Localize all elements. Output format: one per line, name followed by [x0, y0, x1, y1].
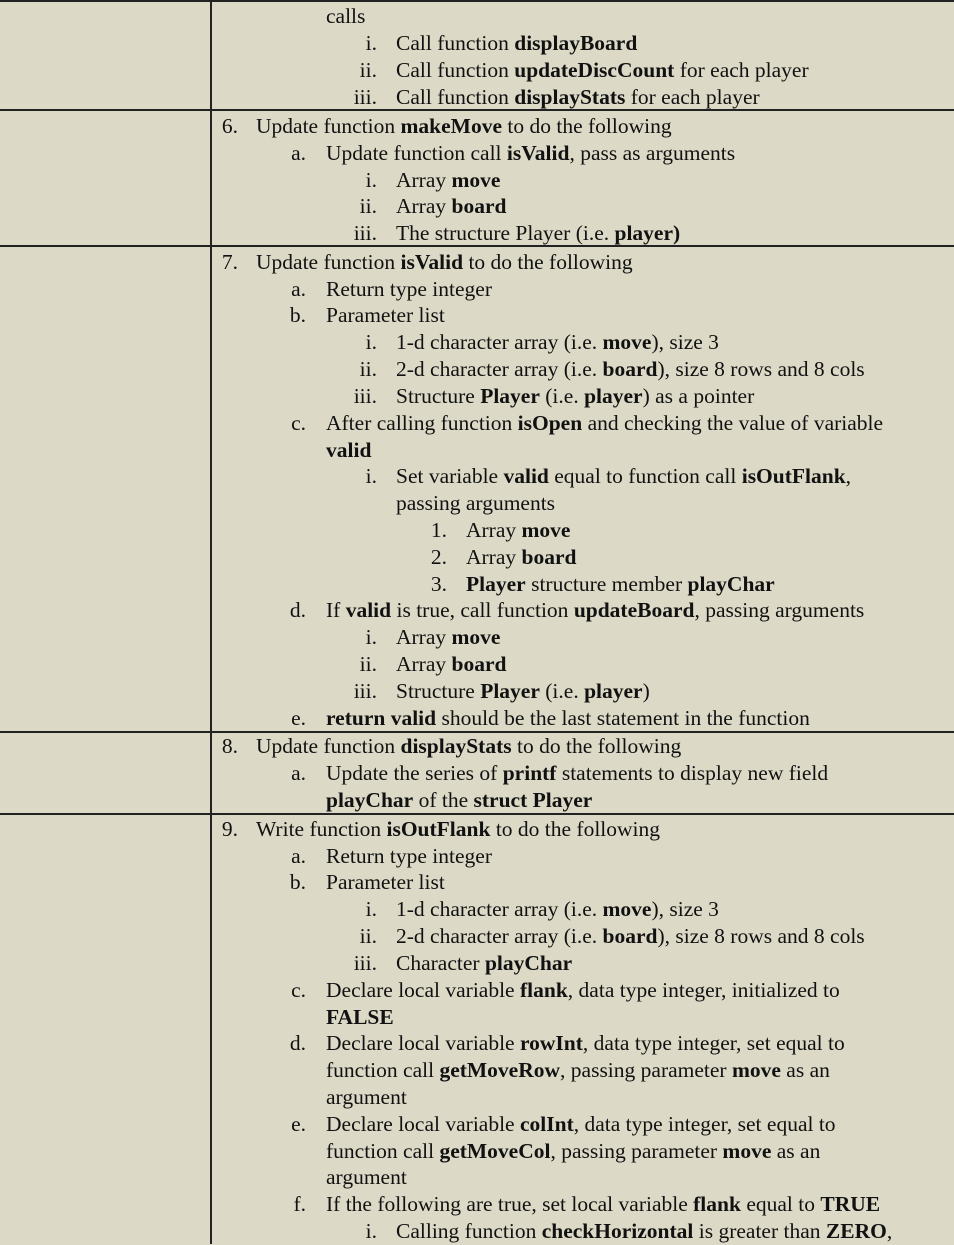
list-marker: b. — [289, 870, 306, 894]
list-marker: f. — [293, 1192, 306, 1216]
instruction-line — [0, 140, 954, 167]
text-run: ), size 8 rows and 8 cols — [657, 357, 865, 381]
list-marker: i. — [365, 1219, 377, 1243]
list-marker: iii. — [353, 679, 377, 703]
text-run: Character — [396, 951, 485, 975]
instruction-line — [0, 517, 954, 544]
list-marker: i. — [365, 330, 377, 354]
code-term: getMoveCol — [439, 1139, 551, 1163]
list-marker: ii. — [359, 357, 377, 381]
text-run: as an — [780, 1058, 830, 1082]
text-run: Structure — [396, 384, 481, 408]
line-text — [256, 816, 660, 843]
text-run: Call function — [396, 85, 515, 109]
code-term: rowInt — [519, 1031, 583, 1055]
text-run: to do the following — [502, 114, 672, 138]
line-text — [256, 113, 672, 140]
line-text — [396, 383, 754, 410]
line-text — [466, 571, 775, 598]
instruction-line — [0, 84, 954, 111]
text-run: Set variable — [396, 464, 504, 488]
line-text — [396, 84, 760, 111]
instruction-line — [0, 1191, 954, 1218]
code-term: valid — [503, 464, 549, 488]
code-term: Player — [466, 572, 526, 596]
line-text — [396, 329, 719, 356]
text-run: Declare local variable — [326, 1031, 520, 1055]
row-separator — [0, 813, 954, 815]
line-text — [326, 1084, 407, 1111]
list-marker: i. — [365, 464, 377, 488]
code-term: board — [602, 357, 658, 381]
line-text — [326, 1030, 845, 1057]
text-run: , data type integer, initialized to — [567, 978, 840, 1002]
code-term: board — [451, 194, 507, 218]
instruction-line — [0, 624, 954, 651]
code-term: player) — [614, 221, 681, 245]
list-marker: c. — [291, 978, 306, 1002]
instruction-line — [0, 220, 954, 247]
text-run: 1-d character array (i.e. — [396, 897, 603, 921]
instruction-line — [0, 760, 954, 787]
text-run: statements to display new field — [556, 761, 829, 785]
instruction-line — [0, 249, 954, 276]
instruction-line — [0, 923, 954, 950]
text-run: , data type integer, set equal to — [573, 1112, 836, 1136]
code-term: flank — [519, 978, 568, 1002]
text-run: Array — [396, 168, 452, 192]
instruction-line — [0, 463, 954, 490]
list-marker: d. — [289, 598, 306, 622]
instruction-line — [0, 869, 954, 896]
list-marker: 1. — [430, 518, 447, 542]
instruction-line — [0, 544, 954, 571]
instruction-line — [0, 167, 954, 194]
instruction-line — [0, 787, 954, 814]
row-separator — [0, 245, 954, 247]
text-run: is greater than — [693, 1219, 826, 1243]
text-run: equal to — [740, 1192, 821, 1216]
instruction-line — [0, 490, 954, 517]
text-run: structure member — [525, 572, 688, 596]
code-term: TRUE — [820, 1192, 881, 1216]
text-run: Parameter list — [326, 870, 445, 894]
text-run: , data type integer, set equal to — [582, 1031, 845, 1055]
row-separator — [0, 109, 954, 111]
instruction-line — [0, 113, 954, 140]
text-run: to do the following — [463, 250, 633, 274]
line-text — [326, 140, 735, 167]
code-term: move — [731, 1058, 781, 1082]
line-text — [396, 57, 809, 84]
text-run: should be the last statement in the function — [436, 706, 810, 730]
list-marker: a. — [291, 844, 306, 868]
code-term: isValid — [506, 141, 570, 165]
line-text — [326, 276, 492, 303]
list-marker: 8. — [221, 734, 238, 758]
line-text — [256, 733, 681, 760]
text-run: Array — [466, 545, 522, 569]
instruction-line — [0, 896, 954, 923]
list-marker: a. — [291, 761, 306, 785]
line-text — [396, 651, 506, 678]
code-term: isOutFlank — [386, 817, 491, 841]
instruction-line — [0, 3, 954, 30]
instruction-line — [0, 651, 954, 678]
text-run: Array — [466, 518, 522, 542]
line-text — [326, 705, 810, 732]
code-term: board — [451, 652, 507, 676]
code-term: printf — [502, 761, 557, 785]
text-run: and checking the value of variable — [582, 411, 884, 435]
line-text — [326, 597, 864, 624]
instruction-line — [0, 30, 954, 57]
code-term: FALSE — [326, 1005, 394, 1029]
line-text — [396, 193, 506, 220]
code-term: player — [584, 679, 643, 703]
code-term: move — [451, 168, 501, 192]
line-text — [326, 1111, 836, 1138]
instruction-line — [0, 1111, 954, 1138]
code-term: displayStats — [400, 734, 512, 758]
text-run: to do the following — [490, 817, 661, 841]
text-run: ), size 3 — [651, 330, 719, 354]
text-run: argument — [326, 1165, 407, 1189]
text-run: Parameter list — [326, 303, 445, 327]
line-text — [326, 1164, 407, 1191]
text-run: 1-d character array (i.e. — [396, 330, 603, 354]
text-run: Array — [396, 652, 452, 676]
text-run: equal to function call — [548, 464, 742, 488]
text-run: Update function — [256, 734, 401, 758]
list-marker: e. — [291, 706, 306, 730]
line-text — [326, 760, 828, 787]
code-term: makeMove — [400, 114, 502, 138]
code-term: ZERO — [825, 1219, 887, 1243]
instruction-line — [0, 57, 954, 84]
instruction-line — [0, 705, 954, 732]
list-marker: b. — [289, 303, 306, 327]
list-marker: 2. — [430, 545, 447, 569]
list-marker: i. — [365, 897, 377, 921]
text-run: argument — [326, 1085, 407, 1109]
text-run: , — [886, 1219, 893, 1243]
line-text — [396, 167, 500, 194]
text-run: 2-d character array (i.e. — [396, 357, 603, 381]
line-text — [326, 1004, 394, 1031]
line-text — [396, 923, 865, 950]
list-marker: ii. — [359, 924, 377, 948]
line-text — [396, 220, 680, 247]
line-text — [326, 1191, 880, 1218]
code-term: board — [521, 545, 577, 569]
line-text — [326, 437, 371, 464]
text-run: (i.e. — [539, 384, 585, 408]
instruction-line — [0, 678, 954, 705]
instruction-line — [0, 1138, 954, 1165]
text-run: After calling function — [326, 411, 518, 435]
list-marker: i. — [365, 31, 377, 55]
instruction-line — [0, 1084, 954, 1111]
code-term: getMoveRow — [439, 1058, 561, 1082]
instruction-line — [0, 302, 954, 329]
code-term: move — [451, 625, 501, 649]
line-text — [396, 356, 865, 383]
text-run: passing arguments — [396, 491, 556, 515]
list-marker: i. — [365, 625, 377, 649]
list-marker: 7. — [221, 250, 238, 274]
instruction-line — [0, 950, 954, 977]
text-run: to do the following — [511, 734, 682, 758]
line-text — [396, 30, 637, 57]
list-marker: 6. — [221, 114, 238, 138]
text-run: The structure Player (i.e. — [396, 221, 615, 245]
text-run: for each player — [625, 85, 760, 109]
list-marker: a. — [291, 141, 306, 165]
text-run: , passing parameter — [550, 1139, 723, 1163]
text-run: ), size 3 — [651, 897, 719, 921]
text-run: Declare local variable — [326, 1112, 520, 1136]
text-run: as an — [771, 1139, 821, 1163]
code-term: move — [602, 897, 652, 921]
text-run: Return type integer — [326, 844, 492, 868]
text-run: , pass as arguments — [569, 141, 736, 165]
code-term: move — [602, 330, 652, 354]
list-marker: iii. — [353, 384, 377, 408]
instruction-line — [0, 329, 954, 356]
text-run: Array — [396, 194, 452, 218]
list-marker: 9. — [221, 817, 238, 841]
row-separator — [0, 731, 954, 733]
text-run: for each player — [674, 58, 809, 82]
code-term: updateBoard — [573, 598, 695, 622]
text-run: Update function — [256, 114, 401, 138]
text-run: (i.e. — [539, 679, 585, 703]
text-run: Update the series of — [326, 761, 503, 785]
text-run: ) as a pointer — [642, 384, 755, 408]
text-run: function call — [326, 1058, 440, 1082]
list-marker: a. — [291, 277, 306, 301]
list-marker: ii. — [359, 652, 377, 676]
row-separator — [0, 0, 954, 2]
code-term: move — [521, 518, 571, 542]
instruction-line — [0, 356, 954, 383]
list-marker: c. — [291, 411, 306, 435]
code-term: struct Player — [473, 788, 593, 812]
line-text — [396, 463, 851, 490]
code-term: colInt — [519, 1112, 574, 1136]
text-run: , passing parameter — [560, 1058, 732, 1082]
line-text — [326, 1057, 830, 1084]
line-text — [326, 977, 840, 1004]
code-term: playChar — [326, 788, 414, 812]
code-term: return valid — [326, 706, 437, 730]
code-term: flank — [693, 1192, 741, 1216]
line-text — [396, 678, 650, 705]
instruction-line — [0, 816, 954, 843]
instruction-line — [0, 1218, 954, 1245]
instruction-line — [0, 1030, 954, 1057]
line-text — [396, 1218, 892, 1245]
code-term: Player — [480, 679, 540, 703]
line-text — [396, 950, 572, 977]
text-run: Call function — [396, 58, 515, 82]
code-term: valid — [345, 598, 392, 622]
text-run: is true, call function — [391, 598, 574, 622]
text-run: If — [326, 598, 346, 622]
instruction-line — [0, 597, 954, 624]
text-run: Update function — [256, 250, 401, 274]
line-text — [466, 517, 570, 544]
text-run: If the following are true, set local variable — [326, 1192, 694, 1216]
code-term: playChar — [687, 572, 775, 596]
code-term: isOpen — [517, 411, 583, 435]
instruction-line — [0, 1164, 954, 1191]
line-text — [326, 787, 592, 814]
instruction-line — [0, 977, 954, 1004]
code-term: valid — [326, 438, 372, 462]
instruction-line — [0, 437, 954, 464]
code-term: checkHorizontal — [541, 1219, 694, 1243]
text-run: function call — [326, 1139, 440, 1163]
list-marker: iii. — [353, 951, 377, 975]
text-run: Call function — [396, 31, 515, 55]
code-term: board — [602, 924, 658, 948]
text-run: Array — [396, 625, 452, 649]
instruction-line — [0, 571, 954, 598]
code-term: move — [722, 1139, 772, 1163]
line-text — [396, 490, 555, 517]
code-term: player — [584, 384, 643, 408]
code-term: isValid — [400, 250, 464, 274]
list-marker: ii. — [359, 194, 377, 218]
text-run: of the — [413, 788, 474, 812]
line-text — [326, 843, 492, 870]
line-text — [396, 896, 719, 923]
instruction-line — [0, 383, 954, 410]
instruction-line — [0, 276, 954, 303]
list-marker: 3. — [430, 572, 447, 596]
list-marker: iii. — [353, 85, 377, 109]
text-run: Update function call — [326, 141, 507, 165]
code-term: updateDiscCount — [514, 58, 675, 82]
text-run: calls — [326, 4, 366, 28]
instruction-line — [0, 193, 954, 220]
code-term: isOutFlank — [741, 464, 846, 488]
text-run: Structure — [396, 679, 481, 703]
line-text — [326, 410, 883, 437]
line-text — [326, 302, 445, 329]
text-run: Declare local variable — [326, 978, 520, 1002]
instruction-line — [0, 733, 954, 760]
code-term: playChar — [484, 951, 573, 975]
instruction-line — [0, 1057, 954, 1084]
text-run: , passing arguments — [694, 598, 865, 622]
code-term: Player — [480, 384, 540, 408]
instruction-line — [0, 843, 954, 870]
text-run: ) — [642, 679, 650, 703]
text-run: Calling function — [396, 1219, 542, 1243]
line-text — [326, 869, 445, 896]
line-text — [326, 1138, 820, 1165]
instruction-line — [0, 1004, 954, 1031]
text-run: , — [845, 464, 852, 488]
text-run: Write function — [256, 817, 387, 841]
code-term: displayBoard — [514, 31, 638, 55]
line-text — [466, 544, 576, 571]
text-run: ), size 8 rows and 8 cols — [657, 924, 865, 948]
line-text — [396, 624, 500, 651]
list-marker: i. — [365, 168, 377, 192]
line-text — [326, 3, 365, 30]
code-term: displayStats — [514, 85, 626, 109]
list-marker: iii. — [353, 221, 377, 245]
list-marker: d. — [289, 1031, 306, 1055]
line-text — [256, 249, 633, 276]
list-marker: ii. — [359, 58, 377, 82]
instruction-line — [0, 410, 954, 437]
list-marker: e. — [291, 1112, 306, 1136]
text-run: Return type integer — [326, 277, 492, 301]
text-run: 2-d character array (i.e. — [396, 924, 603, 948]
